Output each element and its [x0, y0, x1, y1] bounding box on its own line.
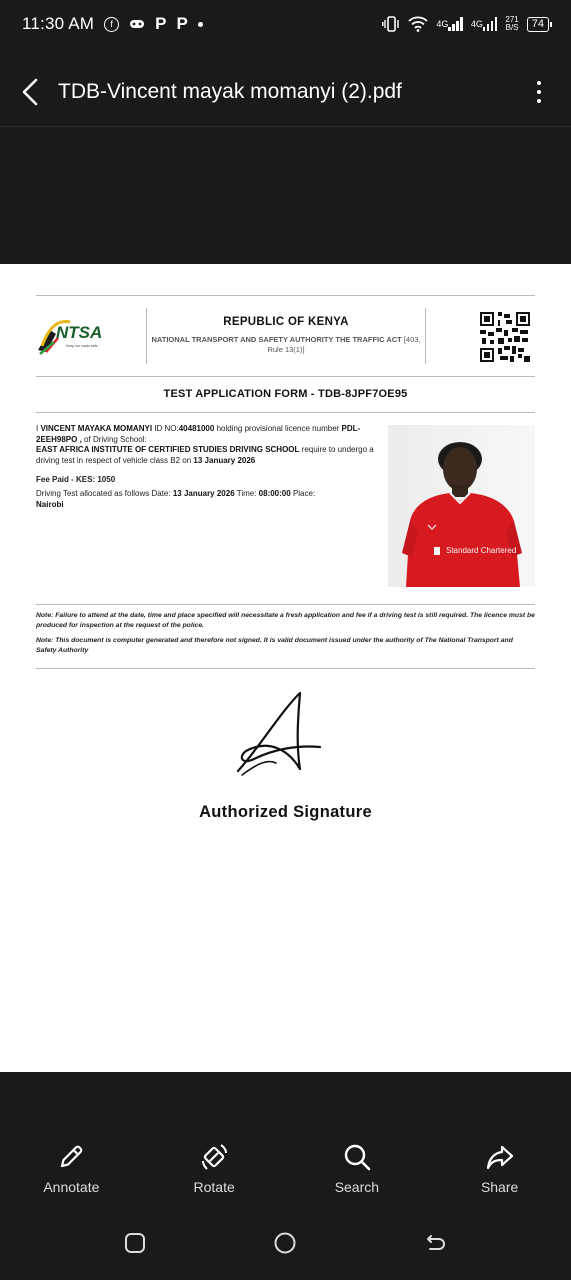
authority-subtitle: NATIONAL TRANSPORT AND SAFETY AUTHORITY THE TRAFFIC ACT [403, Rule 13(1)]	[151, 335, 421, 354]
back-button[interactable]	[4, 66, 56, 118]
back-arrow-icon	[21, 78, 39, 106]
ntsa-logo-text: NTSA	[56, 323, 103, 342]
recent-apps-button[interactable]	[115, 1223, 155, 1263]
share-label: Share	[480, 1179, 519, 1195]
applicant-statement: I VINCENT MAYAKA MOMANYI ID NO:40481000 holding provisional licence number PDL-2EEH98PO , of Driving School: EAST AFRICA INSTITUTE OF CERTIFIED STUDIES DRIVING SCHOOL require to undergo a driving test in respect of vehicle class B2 on 13 January 2026	[36, 424, 374, 465]
share-icon	[485, 1142, 515, 1172]
more-notifications-dot-icon	[198, 22, 203, 27]
status-time: 11:30 AM	[22, 14, 95, 33]
header-divider-right	[425, 308, 426, 364]
annotate-label: Annotate	[43, 1179, 100, 1195]
app-bar-divider	[0, 126, 571, 127]
status-bar	[0, 0, 571, 48]
rotate-button[interactable]	[143, 1136, 286, 1202]
search-icon	[342, 1142, 372, 1172]
test-date: 13 January 2026	[193, 455, 256, 465]
search-button[interactable]	[286, 1136, 429, 1202]
more-vert-icon	[537, 81, 541, 85]
annotate-button[interactable]	[0, 1136, 143, 1202]
more-options-button[interactable]	[519, 66, 559, 118]
search-label: Search	[334, 1179, 380, 1195]
applicant-name: VINCENT MAYAKA MOMANYI	[40, 424, 153, 433]
network-speed: 271 B/S	[505, 15, 519, 32]
wifi-icon	[408, 16, 428, 32]
p-notification-icon-2: P	[176, 14, 188, 33]
form-title-rule	[36, 412, 535, 413]
rotate-icon	[199, 1142, 229, 1172]
home-button[interactable]	[265, 1223, 305, 1263]
p-notification-icon: P	[155, 14, 167, 33]
signal-sim1-icon: 4G	[436, 17, 463, 31]
bottom-toolbar	[0, 1136, 571, 1202]
attendance-note: Note: Failure to attend at the date, time and place specified will necessitate a fresh application and fee if a driving test is still required. The licence must be produced for inspection at the request of the police.	[36, 612, 535, 629]
computer-generated-note: Note: This document is computer generated and therefore not signed. It is valid document issued under the authority of The National Transport and Safety Authority	[36, 637, 513, 654]
header-top-rule	[36, 295, 535, 296]
test-allocation: Driving Test allocated as follows Date: 13 January 2026 Time: 08:00:00 Place: Nairobi	[36, 489, 316, 509]
rotate-label: Rotate	[193, 1179, 235, 1195]
republic-title: REPUBLIC OF KENYA	[223, 316, 349, 328]
back-gesture-icon	[425, 1232, 447, 1254]
notes-top-rule	[36, 604, 535, 605]
applicant-photo	[388, 425, 535, 587]
app-bar	[0, 60, 571, 124]
signature-image	[228, 689, 328, 783]
shirt-sponsor-text: Standard Chartered	[446, 546, 517, 555]
id-number: 40481000	[178, 424, 215, 433]
facebook-notification-icon: f	[104, 17, 119, 32]
fee-paid: Fee Paid - KES: 1050	[36, 475, 116, 484]
pdf-page[interactable]	[0, 264, 571, 1072]
header-bottom-rule	[36, 376, 535, 377]
document-title: TDB-Vincent mayak momanyi (2).pdf	[58, 80, 402, 103]
ntsa-logo	[36, 316, 108, 356]
battery-icon: 74	[527, 17, 549, 32]
share-button[interactable]	[428, 1136, 571, 1202]
pencil-icon	[56, 1142, 86, 1172]
system-nav-bar	[0, 1220, 571, 1266]
school-name: EAST AFRICA INSTITUTE OF CERTIFIED STUDIES DRIVING SCHOOL	[36, 445, 300, 454]
signal-sim2-icon: 4G	[471, 17, 498, 31]
vibrate-icon	[382, 16, 400, 32]
form-title: TEST APPLICATION FORM - TDB-8JPF7OE95	[163, 388, 408, 400]
recent-apps-icon	[124, 1232, 146, 1254]
ntsa-logo-tagline: Keep our roads safe	[66, 344, 98, 348]
qr-code-icon	[480, 312, 530, 362]
authorized-signature-label: Authorized Signature	[199, 803, 372, 821]
system-back-button[interactable]	[416, 1223, 456, 1263]
gamepad-notification-icon	[129, 18, 145, 30]
licence-number: PDL-2EEH98PO ,	[36, 424, 361, 444]
header-divider-left	[146, 308, 147, 364]
notes-bottom-rule	[36, 668, 535, 669]
home-circle-icon	[273, 1231, 297, 1255]
